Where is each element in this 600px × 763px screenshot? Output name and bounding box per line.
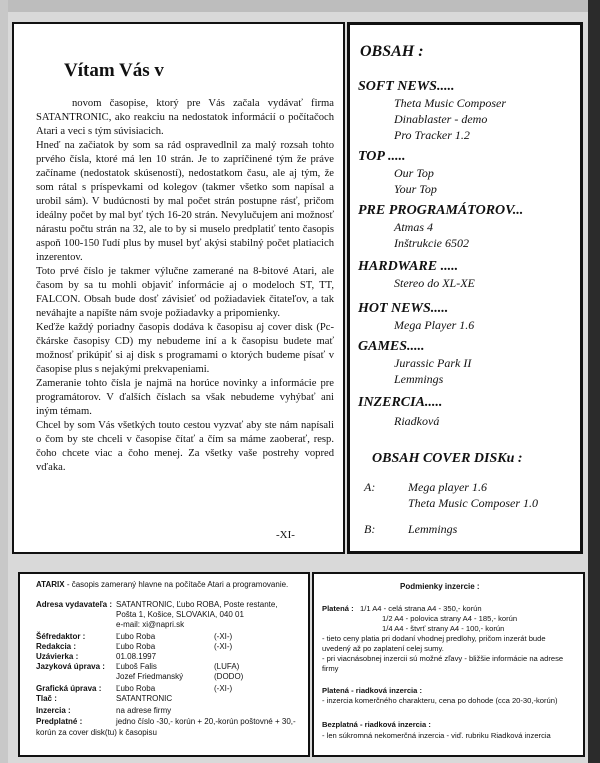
imprint-row <box>36 600 278 609</box>
imprint-row <box>36 672 244 681</box>
ads-paid-row: 1/2 A4 - polovica strany A4 - 185,- korún <box>382 614 518 623</box>
contents-panel <box>347 22 583 554</box>
section-title: TOP ..... <box>358 149 406 164</box>
imprint-row <box>36 662 240 671</box>
ads-line-label: Platená - riadková inzercia : <box>322 686 423 695</box>
imprint-value: Pošta 1, Košice, SLOVAKIA, 040 01 <box>116 610 244 619</box>
section-title: PRE PROGRAMÁTOROV... <box>358 203 524 218</box>
imprint-value: jedno číslo -30,- korún + 20,-korún poštovné + 30,- <box>116 717 296 726</box>
imprint-nick: (-XI-) <box>214 642 233 651</box>
imprint-value: e-mail: xi@napri.sk <box>116 620 185 629</box>
section-items <box>394 317 474 333</box>
imprint-value: Ľubo Roba <box>116 684 156 693</box>
imprint-nick: (DODO) <box>214 672 244 681</box>
ads-note: uvedený až po zaplatení celej sumy. <box>322 644 444 653</box>
ads-note: - pri viacnásobnej inzercii sú možné zľavy - bližšie informácie na adrese <box>322 654 564 663</box>
article-title: Vítam Vás v <box>64 60 164 81</box>
section-items <box>394 275 475 291</box>
imprint-row <box>36 610 244 619</box>
imprint-label: Predplatné : <box>36 717 83 726</box>
imprint-value: SATANTRONIC <box>116 694 173 703</box>
section-item: Our Top <box>394 166 434 180</box>
section-item: Your Top <box>394 182 437 196</box>
imprint-label: Tlač : <box>36 694 57 703</box>
article-paragraph: novom časopise, ktorý pre Vás začala vydávať firma SATANTRONIC, ako reakciu na nedostatok informácií o počítačoch Atari a veci s tým súvisiacich. <box>36 98 334 137</box>
section-title: HARDWARE ..... <box>358 259 459 274</box>
imprint-value: SATANTRONIC, Ľubo ROBA, Poste restante, <box>116 600 278 609</box>
imprint-row <box>36 652 156 661</box>
imprint-label: Uzávierka : <box>36 652 79 661</box>
imprint-value: Ľubo Roba <box>116 632 156 641</box>
ads-heading: Podmienky inzercie : <box>400 582 480 591</box>
imprint-header <box>36 580 288 589</box>
imprint-nick: (-XI-) <box>214 684 233 693</box>
section-item: Dinablaster - demo <box>394 112 488 126</box>
section-item: Stereo do XL-XE <box>394 276 475 290</box>
section-item: Atmas 4 <box>394 220 433 234</box>
ads-paid-label: Platená : <box>322 604 354 613</box>
imprint-value: na adrese firmy <box>116 706 172 715</box>
section-item: Mega Player 1.6 <box>394 318 475 332</box>
imprint-row <box>36 717 296 726</box>
imprint-label: Adresa vydavateľa : <box>36 600 113 609</box>
imprint-value: Ľubo Roba <box>116 642 156 651</box>
section-title: INZERCIA..... <box>358 395 443 410</box>
cover-item: Lemmings <box>408 522 458 536</box>
section-item: Pro Tracker 1.2 <box>394 128 470 142</box>
imprint-label: Jazyková úprava : <box>36 662 105 671</box>
imprint-label: Inzercia : <box>36 706 71 715</box>
article-paragraph: Chcel by som Vás všetkých touto cestou vyzvať aby ste nám napísali o čom by ste chceli v časopise čítať a čím sa máme zaoberať, resp. čoho chcete viac a čoho menej. Za všetky vaše postrehy vopred vďaka. <box>36 420 334 473</box>
cover-items <box>408 521 457 537</box>
imprint-label: Grafická úprava : <box>36 684 102 693</box>
article-paragraph: Zameranie tohto čísla je najmä na horúce novinky a informácie pre programátorov. V ďalších číslach sa však nebudeme vyhýbať ani iným témam. <box>36 378 334 417</box>
article-panel <box>12 22 345 554</box>
contents-heading: OBSAH : <box>360 43 424 60</box>
imprint-label: Šéfredaktor : <box>36 632 86 641</box>
imprint-nick: (LUFA) <box>214 662 240 671</box>
imprint-value: Ľuboš Falis <box>116 662 157 671</box>
section-item: Riadková <box>394 414 440 428</box>
section-items <box>394 413 439 429</box>
cover-items <box>408 479 538 511</box>
imprint-value: Jozef Friedmanský <box>116 672 184 681</box>
article-paragraph: Keďže každý poriadny časopis dodáva k časopisu aj cover disk (Pc-čkárske časopisy CD) my nebudeme iní a k časopisu budete mať možnosť prikúpiť si aj disk s programami o ktorých budeme písať v časopise plus s nejakými prekvapeniami. <box>36 322 334 375</box>
cover-side-label: A: <box>364 480 376 494</box>
section-item: Lemmings <box>394 372 444 386</box>
ads-free-note: - len súkromná nekomerčná inzercia - viď. rubriku Riadková inzercia <box>322 731 551 740</box>
brand-name: ATARIX <box>36 580 65 589</box>
scan-edge-right <box>588 0 600 763</box>
ads-note: - tieto ceny platia pri dodaní vhodnej predlohy, pričom inzerát bude <box>322 634 546 643</box>
imprint-nick: (-XI-) <box>214 632 233 641</box>
imprint-row <box>36 694 172 703</box>
ads-paid-row: 1/4 A4 - štvrť strany A4 - 100,- korún <box>382 624 505 633</box>
imprint-row <box>36 684 233 693</box>
article-paragraph: Hneď na začiatok by som sa rád ospravedlnil za malý rozsah tohto prvého čísla, ktoré má len 10 strán. Je to zapríčinené tým že práve začíname (nedostatok skúseností), nedostatkom času, ale aj tým, že som rátal s príspevkami od kolegov (takmer všetko som napísal a urobil sám). V budúcnosti by mal počet strán postupne rásť, pričom ideálny počet by mal byť tých 16-20 strán. Nevylučujem ani možnosť nárastu počtu strán na 32, ale to by si muselo predplatiť tento časopis aspoň 100-150 ľudí plus by musel byť akýsi stabilný počet platiacich inzerentov. <box>36 140 334 263</box>
section-item: Theta Music Composer <box>394 96 506 110</box>
imprint-panel <box>18 572 310 757</box>
ads-panel <box>312 572 585 757</box>
cover-item: Mega player 1.6 <box>408 480 487 494</box>
section-title: GAMES..... <box>358 339 425 354</box>
cover-disk-heading: OBSAH COVER DISKu : <box>372 451 523 466</box>
section-title: HOT NEWS..... <box>358 301 449 316</box>
imprint-row <box>36 706 171 715</box>
brand-tagline: - časopis zameraný hlavne na počítače Atari a programovanie. <box>64 580 289 589</box>
cover-item: Theta Music Composer 1.0 <box>408 496 538 510</box>
imprint-value: 01.08.1997 <box>116 652 157 661</box>
ads-line-note: - inzercia komerčného charakteru, cena po dohode (cca 20-30,-korún) <box>322 696 558 705</box>
section-item: Inštrukcie 6502 <box>394 236 469 250</box>
section-title: SOFT NEWS..... <box>358 79 455 94</box>
section-items <box>394 165 437 197</box>
section-item: Jurassic Park II <box>394 356 472 370</box>
section-items <box>394 355 471 387</box>
article-body <box>36 97 334 475</box>
imprint-row <box>36 632 233 641</box>
scan-edge-left <box>0 0 8 763</box>
imprint-label: Redakcia : <box>36 642 77 651</box>
ads-paid-row: 1/1 A4 - celá strana A4 - 350,- korún <box>360 604 482 613</box>
section-items <box>394 95 506 143</box>
imprint-tail: korún za cover disk(tu) k časopisu <box>36 728 157 737</box>
article-paragraph: Toto prvé číslo je takmer výlučne zamerané na 8-bitové Atari, ale časom by sa tu mohli objaviť informácie aj o modeloch ST, TT, FALCON. Obsah bude dosť závisieť od požiadaviek čitateľov, a tak neváhajte a napíšte nám svoje požiadavky a pripomienky. <box>36 266 334 319</box>
imprint-row <box>36 642 233 651</box>
section-items <box>394 219 469 251</box>
page-number: -XI- <box>276 529 295 541</box>
imprint-row <box>36 620 184 629</box>
ads-note: firmy <box>322 664 339 673</box>
scan-edge-top <box>0 0 600 12</box>
cover-side-label: B: <box>364 522 376 536</box>
ads-free-label: Bezplatná - riadková inzercia : <box>322 720 431 729</box>
